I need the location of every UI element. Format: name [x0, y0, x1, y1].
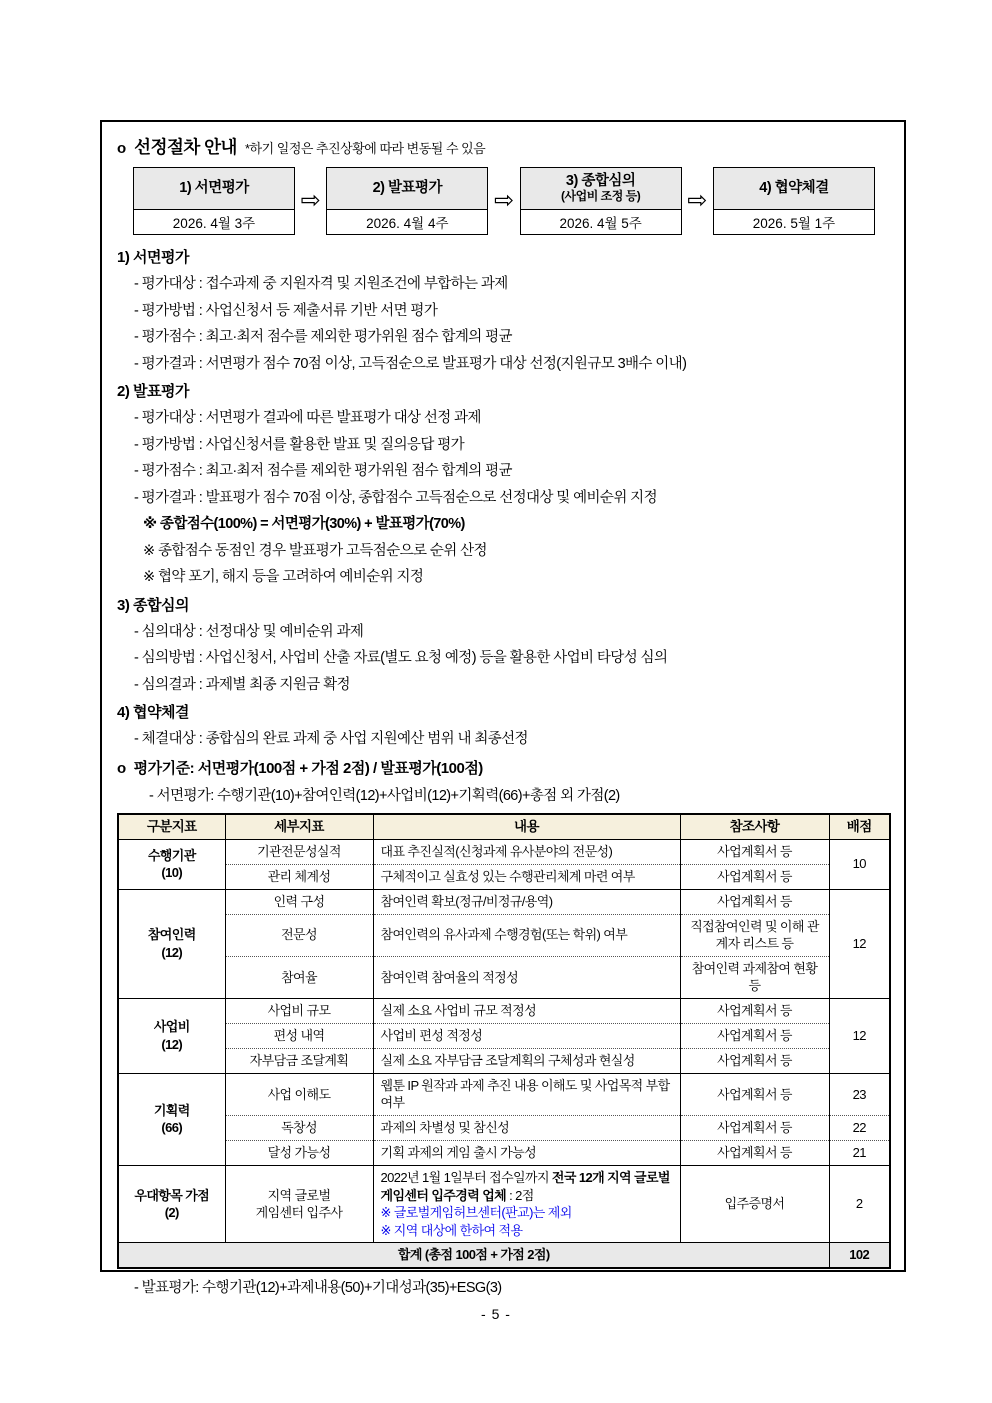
- detail-cell: 독창성: [225, 1116, 373, 1141]
- content-cell: 실제 소요 사업비 규모 적정성: [373, 998, 680, 1023]
- content-cell: 기획 과제의 게임 출시 가능성: [373, 1141, 680, 1166]
- section-item: - 평가방법 : 사업신청서 등 제출서류 기반 서면 평가: [134, 302, 438, 319]
- table-row: [118, 914, 890, 956]
- section-written-eval: [117, 245, 891, 377]
- section-final-review: [117, 593, 891, 699]
- reference-cell: 사업계획서 등: [680, 1023, 829, 1048]
- category-points: (12): [161, 1036, 183, 1052]
- table-row: [118, 1141, 890, 1166]
- table-row: [118, 864, 890, 889]
- bonus-content-line: [381, 1169, 676, 1204]
- content-text: : 2점: [506, 1187, 534, 1203]
- arrow-right-icon: ⇨: [300, 187, 321, 214]
- category-cell: [118, 889, 225, 998]
- table-row: [118, 1023, 890, 1048]
- table-total-row: [118, 1243, 890, 1268]
- table-row: [118, 956, 890, 998]
- score-cell: 12: [829, 998, 890, 1073]
- score-cell: 22: [829, 1116, 890, 1141]
- section-item: - 심의대상 : 선정대상 및 예비순위 과제: [134, 623, 364, 640]
- bonus-note-blue: ※ 글로벌게임허브센터(판교)는 제외: [380, 1205, 572, 1221]
- table-header-row: [118, 814, 890, 840]
- document-border-frame: [100, 120, 906, 1296]
- flow-step-presentation-eval: [326, 167, 488, 235]
- criteria-bullet: o: [117, 759, 126, 777]
- section-note: ※ 종합점수(100%) = 서면평가(30%) + 발표평가(70%): [143, 516, 465, 532]
- score-cell: 21: [829, 1141, 890, 1166]
- table-row: [118, 1048, 890, 1073]
- total-label-cell: 합계 (총점 100점 + 가점 2점): [118, 1243, 829, 1268]
- table-row: [118, 998, 890, 1023]
- table-row: [118, 1116, 890, 1141]
- table-row-bonus: [118, 1166, 890, 1243]
- total-score-cell: 102: [829, 1243, 890, 1268]
- score-cell: 12: [829, 889, 890, 998]
- content-text: 2022년 1월 1일부터 접수일까지: [380, 1170, 552, 1185]
- detail-cell: [225, 1166, 373, 1243]
- flow-step-label: 2) 발표평가: [372, 180, 443, 197]
- reference-cell: 참여인력 과제참여 현황 등: [680, 956, 829, 998]
- flow-step-sublabel: (사업비 조정 등): [561, 188, 641, 203]
- content-cell: 대표 추진실적(신청과제 유사분야의 전문성): [373, 839, 680, 864]
- arrow-right-icon: ⇨: [687, 187, 708, 214]
- section-note: ※ 협약 포기, 해지 등을 고려하여 예비순위 지정: [143, 569, 424, 585]
- detail-cell: 사업 이해도: [225, 1073, 373, 1115]
- section-agreement: [117, 700, 891, 753]
- score-cell: 23: [829, 1073, 890, 1115]
- content-bold-text: 전국 12개 지역 글로벌게임센터 입주경력 업체: [380, 1170, 670, 1203]
- criteria-heading: 평가기준: 서면평가(100점 + 가점 2점) / 발표평가(100점): [133, 759, 483, 777]
- column-header: 참조사항: [680, 814, 829, 840]
- criteria-heading-row: [117, 755, 891, 783]
- table-row: [118, 889, 890, 914]
- section-item: - 평가대상 : 서면평가 결과에 따른 발표평가 대상 선정 과제: [134, 410, 481, 426]
- section-item: - 평가점수 : 최고·최저 점수를 제외한 평가위원 점수 합계의 평균: [134, 463, 512, 479]
- section-item: - 평가방법 : 사업신청서를 활용한 발표 및 질의응답 평가: [134, 436, 465, 453]
- content-cell: 참여인력의 유사과제 수행경험(또는 학위) 여부: [373, 914, 680, 956]
- reference-cell: 사업계획서 등: [680, 1073, 829, 1115]
- detail-cell: 관리 체계성: [225, 864, 373, 889]
- category-points: (12): [161, 944, 183, 960]
- column-header: 내용: [373, 814, 680, 840]
- reference-cell: 사업계획서 등: [680, 998, 829, 1023]
- detail-cell: 사업비 규모: [225, 998, 373, 1023]
- category-cell: [118, 1166, 225, 1243]
- flow-step-date: 2026. 4월 3주: [134, 210, 294, 234]
- section-item: - 체결대상 : 종합심의 완료 과제 중 사업 지원예산 범위 내 최종선정: [134, 731, 528, 747]
- criteria-subline: - 서면평가: 수행기관(10)+참여인력(12)+사업비(12)+기획력(66)+총점 외 가점(2): [149, 787, 620, 804]
- detail-cell: 참여율: [225, 956, 373, 998]
- category-points: (2): [164, 1205, 179, 1221]
- section-item: - 평가결과 : 발표평가 점수 70점 이상, 종합점수 고득점순으로 선정대상 및 예비순위 지정: [134, 489, 657, 506]
- flow-step-final-review: [520, 167, 682, 235]
- flow-step-label: 4) 협약체결: [759, 180, 829, 197]
- title-bullet: o: [117, 140, 127, 157]
- section-heading: 1) 서면평가: [117, 249, 189, 266]
- reference-cell: 사업계획서 등: [680, 864, 829, 889]
- category-name: 우대항목 가점: [134, 1187, 210, 1203]
- detail-line: 지역 글로벌: [267, 1187, 331, 1203]
- reference-cell: 입주증명서: [680, 1166, 829, 1243]
- detail-cell: 전문성: [225, 914, 373, 956]
- flow-step-date: 2026. 4월 4주: [327, 210, 487, 234]
- column-header: 구분지표: [118, 814, 225, 840]
- content-cell: 과제의 차별성 및 참신성: [373, 1116, 680, 1141]
- detail-cell: 자부담금 조달계획: [225, 1048, 373, 1073]
- content-cell: 구체적이고 실효성 있는 수행관리체계 마련 여부: [373, 864, 680, 889]
- detail-line: 게임센터 입주사: [255, 1205, 343, 1221]
- section-item: - 평가결과 : 서면평가 점수 70점 이상, 고득점순으로 발표평가 대상 선정(지원규모 3배수 이내): [134, 355, 687, 372]
- detail-cell: 편성 내역: [225, 1023, 373, 1048]
- category-cell: [118, 1073, 225, 1165]
- content-cell: 사업비 편성 적정성: [373, 1023, 680, 1048]
- reference-cell: 사업계획서 등: [680, 1048, 829, 1073]
- content-cell: 참여인력 참여율의 적정성: [373, 956, 680, 998]
- reference-cell: 사업계획서 등: [680, 1116, 829, 1141]
- notice-title-row: [117, 134, 891, 159]
- category-name: 참여인력: [147, 927, 196, 943]
- criteria-table: [117, 813, 891, 1269]
- score-cell: 2: [829, 1166, 890, 1243]
- category-points: (10): [161, 865, 183, 881]
- content-cell: 실제 소요 자부담금 조달계획의 구체성과 현실성: [373, 1048, 680, 1073]
- detail-cell: 기관전문성실적: [225, 839, 373, 864]
- content-cell: [373, 1166, 680, 1243]
- flow-step-date: 2026. 4월 5주: [521, 210, 681, 234]
- reference-cell: 사업계획서 등: [680, 1141, 829, 1166]
- flow-step-date: 2026. 5월 1주: [714, 210, 874, 234]
- flow-step-label: 3) 종합심의: [565, 173, 636, 190]
- flow-step-label: 1) 서면평가: [179, 180, 249, 197]
- section-item: - 심의결과 : 과제별 최종 지원금 확정: [134, 676, 350, 693]
- reference-cell: 직접참여인력 및 이해 관계자 리스트 등: [680, 914, 829, 956]
- table-row: [118, 839, 890, 864]
- reference-cell: 사업계획서 등: [680, 889, 829, 914]
- reference-cell: 사업계획서 등: [680, 839, 829, 864]
- flow-step-written-eval: [133, 167, 295, 235]
- column-header: 세부지표: [225, 814, 373, 840]
- section-item: - 심의방법 : 사업신청서, 사업비 산출 자료(별도 요청 예정) 등을 활용한 사업비 타당성 심의: [134, 650, 668, 666]
- section-heading: 4) 협약체결: [117, 704, 189, 721]
- flow-step-agreement: [713, 167, 875, 235]
- section-note: ※ 종합점수 동점인 경우 발표평가 고득점순으로 순위 산정: [143, 542, 487, 559]
- category-cell: [118, 998, 225, 1073]
- category-name: 수행기관: [147, 847, 196, 863]
- page-number: - 5 -: [481, 1306, 511, 1322]
- arrow-right-icon: ⇨: [493, 187, 515, 214]
- detail-cell: 달성 가능성: [225, 1141, 373, 1166]
- category-points: (66): [161, 1120, 183, 1136]
- process-flowchart: [133, 167, 875, 235]
- presentation-eval-note: - 발표평가: 수행기관(12)+과제내용(50)+기대성과(35)+ESG(3): [134, 1279, 502, 1296]
- category-cell: [118, 839, 225, 889]
- title-note: *하기 일정은 추진상황에 따라 변동될 수 있음: [244, 141, 486, 156]
- content-cell: 웹툰 IP 원작과 과제 추진 내용 이해도 및 사업목적 부합 여부: [373, 1073, 680, 1115]
- section-item: - 평가점수 : 최고·최저 점수를 제외한 평가위원 점수 합계의 평균: [134, 329, 512, 345]
- score-cell: 10: [829, 839, 890, 889]
- page-title: 선정절차 안내: [134, 137, 237, 157]
- section-heading: 2) 발표평가: [117, 383, 189, 400]
- section-presentation-eval: [117, 379, 891, 591]
- category-name: 기획력: [153, 1102, 190, 1118]
- section-item: - 평가대상 : 접수과제 중 지원자격 및 지원조건에 부합하는 과제: [134, 276, 508, 292]
- detail-cell: 인력 구성: [225, 889, 373, 914]
- content-cell: 참여인력 확보(정규/비정규/용역): [373, 889, 680, 914]
- section-heading: 3) 종합심의: [117, 596, 189, 614]
- column-header: 배점: [829, 814, 890, 840]
- table-row: [118, 1073, 890, 1115]
- bonus-note-blue: ※ 지역 대상에 한하여 적용: [380, 1222, 523, 1238]
- category-name: 사업비: [153, 1019, 190, 1035]
